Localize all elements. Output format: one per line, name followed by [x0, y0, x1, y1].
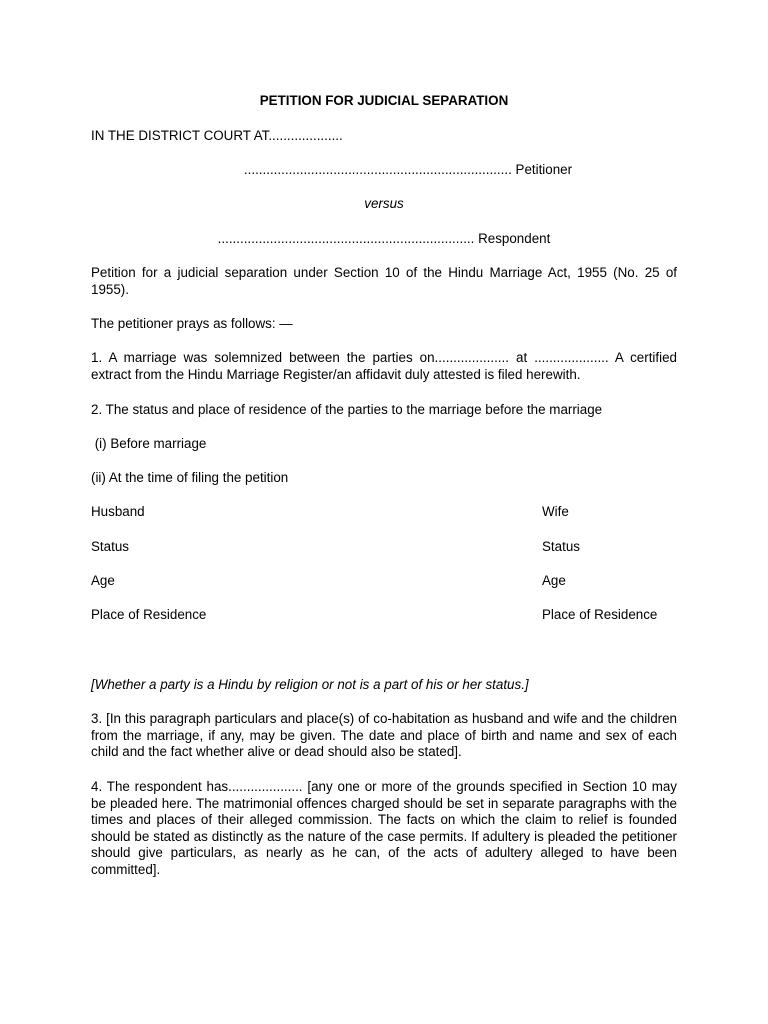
wife-heading: Wife: [542, 504, 569, 519]
wife-age-label: Age: [542, 573, 566, 588]
sub-item-i: (i) Before marriage: [91, 436, 207, 451]
versus-text: versus: [364, 196, 404, 211]
document-title: PETITION FOR JUDICIAL SEPARATION: [259, 93, 509, 108]
husband-heading: Husband: [91, 504, 145, 519]
wife-status-label: Status: [542, 539, 580, 554]
paragraph-2: 2. The status and place of residence of the parties to the marriage before the marriage: [91, 402, 603, 417]
paragraph-4: 4. The respondent has.................... [any one or more of the grounds specified in Section 10 may be pleaded here. The matrimonial offences charged should be set in separate paragraphs with the times and places of their alleged commission. The facts on which the claim to relief is founded should be stated as distinctly as the nature of the case permits. If adultery is pleaded the petitioner should give particulars, as nearly as he can, of the acts of adultery alleged to have been committed].: [91, 779, 677, 877]
status-note: [Whether a party is a Hindu by religion or not is a part of his or her status.]: [91, 677, 529, 692]
husband-age-label: Age: [91, 573, 115, 588]
husband-residence-label: Place of Residence: [91, 607, 207, 622]
petitioner-line: ........................................................................ Petitioner: [243, 162, 573, 177]
paragraph-3: 3. [In this paragraph particulars and place(s) of co-habitation as husband and wife and the children from the marriage, if any, may be given. The date and place of birth and name and sex of each child and the fact whether alive or dead should also be stated].: [91, 711, 677, 759]
sub-item-ii: (ii) At the time of filing the petition: [91, 470, 289, 485]
respondent-line: ..................................................................... Respondent: [217, 231, 551, 246]
husband-status-label: Status: [91, 539, 129, 554]
wife-residence-label: Place of Residence: [542, 607, 658, 622]
court-line: IN THE DISTRICT COURT AT....................: [91, 128, 343, 143]
paragraph-1: 1. A marriage was solemnized between the parties on.................... at .................... A certified extract from the Hindu Marriage Register/an affidavit duly attested is filed herewith.: [91, 350, 677, 382]
prays-line: The petitioner prays as follows: —: [91, 316, 293, 331]
intro-paragraph: Petition for a judicial separation under Section 10 of the Hindu Marriage Act, 1955 (No. 25 of 1955).: [91, 265, 677, 297]
